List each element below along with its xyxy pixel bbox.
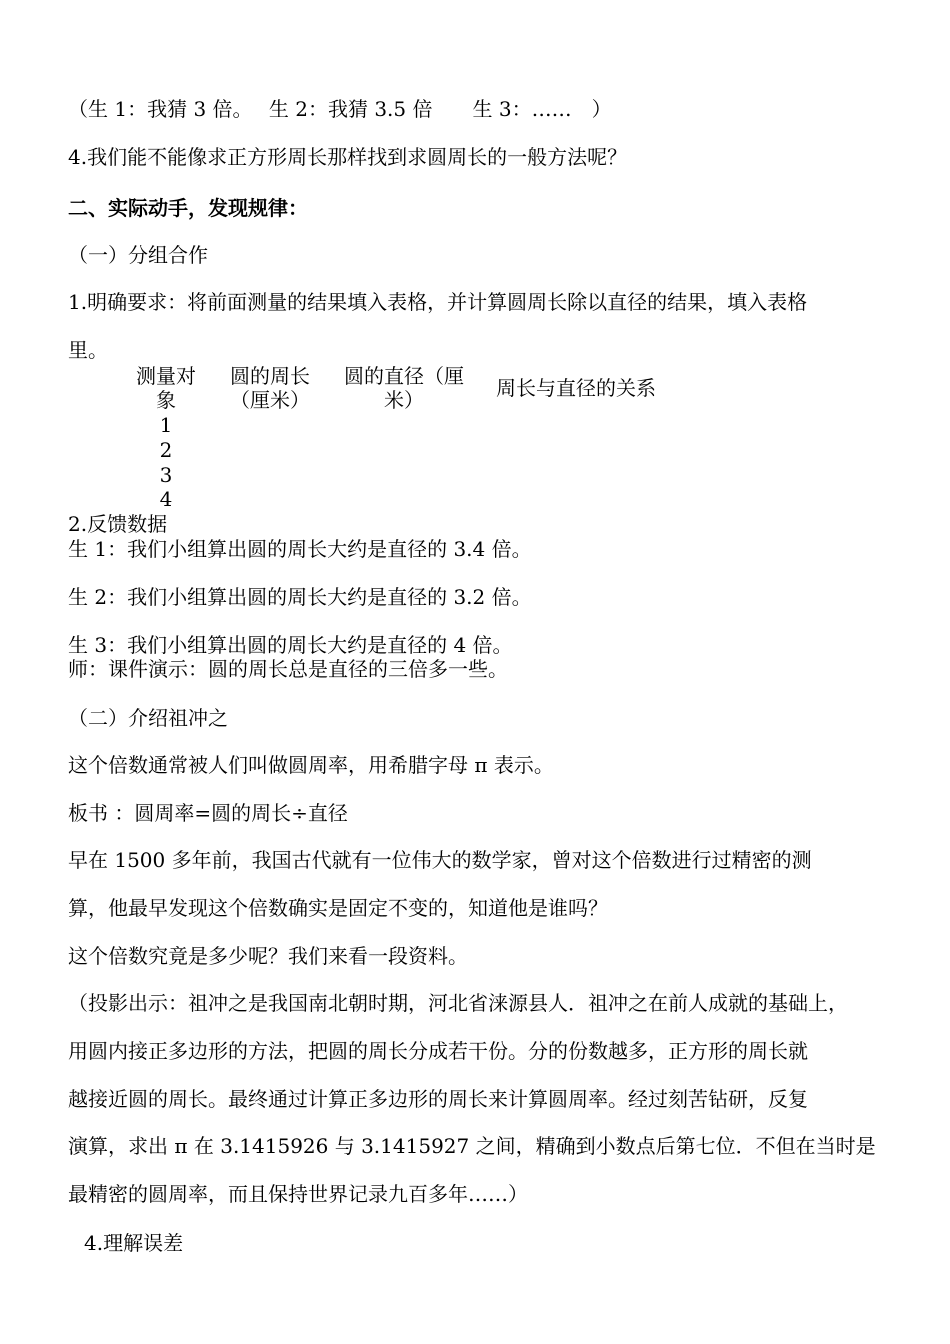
feedback-student-1: 生 1：我们小组算出圆的周长大约是直径的 3.4 倍。	[68, 537, 532, 561]
table-header-line: 周长与直径的关系	[496, 376, 656, 400]
question-value: 这个倍数究竟是多少呢？我们来看一段资料。	[68, 944, 468, 968]
requirement-line-1: 1.明确要求：将前面测量的结果填入表格，并计算圆周长除以直径的结果，填入表格	[68, 290, 808, 314]
table-header-object	[128, 364, 204, 412]
projection-line-4: 演算，求出 π 在 3.1415926 与 3.1415927 之间，精确到小数点后第七位．不但在当时是	[68, 1134, 876, 1158]
table-header-line: 测量对	[136, 364, 196, 388]
table-row: 1	[159, 413, 173, 437]
feedback-student-2: 生 2：我们小组算出圆的周长大约是直径的 3.2 倍。	[68, 585, 532, 609]
requirement-line-2: 里。	[68, 338, 108, 362]
pi-intro: 这个倍数通常被人们叫做圆周率，用希腊字母 π 表示。	[68, 753, 554, 777]
table-header-relation	[486, 376, 666, 400]
table-header-diameter	[334, 364, 474, 412]
table-header-line: （厘米）	[230, 388, 310, 412]
history-line-2: 算，他最早发现这个倍数确实是固定不变的，知道他是谁吗？	[68, 896, 608, 920]
table-row: 4	[159, 487, 173, 511]
table-header-line: 圆的直径（厘	[344, 364, 464, 388]
subsection-zu-chongzhi: （二）介绍祖冲之	[68, 706, 228, 730]
projection-line-2: 用圆内接正多边形的方法，把圆的周长分成若干份。分的份数越多，正方形的周长就	[68, 1039, 808, 1063]
table-header-circumference	[220, 364, 320, 412]
history-line-1: 早在 1500 多年前，我国古代就有一位伟大的数学家，曾对这个倍数进行过精密的测	[68, 848, 812, 872]
blackboard-formula: 板书 ：圆周率=圆的周长÷直径	[68, 801, 348, 825]
table-row: 2	[159, 438, 173, 462]
student-guesses: （生 1：我猜 3 倍。 生 2：我猜 3.5 倍 生 3：…… ）	[68, 97, 612, 121]
projection-line-5: 最精密的圆周率，而且保持世界记录九百多年……）	[68, 1182, 528, 1206]
table-header-line: 象	[156, 388, 176, 412]
projection-line-1: （投影出示：祖冲之是我国南北朝时期，河北省涞源县人．祖冲之在前人成就的基础上，	[68, 991, 848, 1015]
feedback-student-3: 生 3：我们小组算出圆的周长大约是直径的 4 倍。	[68, 633, 513, 657]
teacher-demo: 师：课件演示：圆的周长总是直径的三倍多一些。	[68, 657, 508, 681]
table-row: 3	[159, 463, 173, 487]
projection-line-3: 越接近圆的周长。最终通过计算正多边形的周长来计算圆周率。经过刻苦钻研，反复	[68, 1087, 808, 1111]
item-4-error: 4.理解误差	[84, 1231, 184, 1255]
table-header-line: 米）	[384, 388, 424, 412]
subsection-group-work: （一）分组合作	[68, 243, 208, 267]
question-4: 4.我们能不能像求正方形周长那样找到求圆周长的一般方法呢？	[68, 145, 628, 169]
feedback-title: 2.反馈数据	[68, 512, 168, 536]
section-2-heading: 二、实际动手，发现规律：	[68, 196, 308, 220]
table-header-line: 圆的周长	[230, 364, 310, 388]
